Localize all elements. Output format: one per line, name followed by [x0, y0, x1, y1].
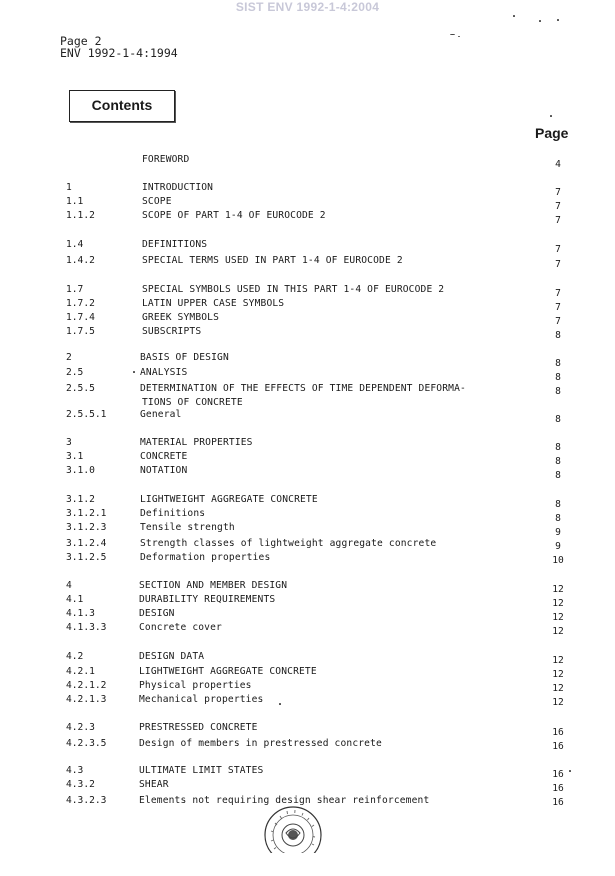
toc-section-title: CONCRETE	[140, 451, 188, 462]
toc-section-title: BASIS OF DESIGN	[140, 352, 229, 363]
toc-section-title: MATERIAL PROPERTIES	[140, 437, 253, 448]
toc-section-title: PRESTRESSED CONCRETE	[139, 722, 258, 733]
toc-section-number: 1.4	[66, 239, 84, 250]
toc-section-title: DESIGN DATA	[139, 651, 205, 662]
toc-page-value: 7	[555, 259, 561, 270]
toc-page-number	[0, 413, 615, 427]
toc-page-number	[0, 214, 615, 228]
toc-page-value: 8	[555, 386, 561, 397]
toc-section-number: 4.2.3.5	[66, 738, 107, 749]
toc-section-title: SUBSCRIPTS	[142, 326, 202, 337]
toc-page-number	[0, 258, 615, 272]
toc-section-title: ANALYSIS	[140, 367, 188, 378]
toc-page-value: 7	[555, 244, 561, 255]
toc-section-number: 4.1.3.3	[66, 622, 107, 633]
toc-page-value: 4	[555, 159, 561, 170]
scan-speck	[569, 770, 571, 772]
scan-speck	[550, 115, 552, 117]
toc-page-value: 12	[552, 655, 564, 666]
toc-section-title: Concrete cover	[139, 622, 222, 633]
toc-section-number: 3.1	[66, 451, 84, 462]
toc-section-title: Elements not requiring design shear reinforcement	[139, 795, 430, 806]
toc-page-value: 16	[552, 783, 564, 794]
toc-section-number: 1.1.2	[66, 210, 95, 221]
scan-speck	[133, 371, 135, 373]
toc-section-number: 4.1.3	[66, 608, 95, 619]
toc-page-value: 10	[552, 555, 564, 566]
toc-page-value: 8	[555, 470, 561, 481]
toc-page-value: 8	[555, 330, 561, 341]
toc-page-number	[0, 158, 615, 172]
toc-section-title: SPECIAL TERMS USED IN PART 1-4 OF EUROCODE 2	[142, 255, 403, 266]
toc-section-title: DURABILITY REQUIREMENTS	[139, 594, 276, 605]
contents-heading: Contents	[91, 97, 153, 113]
toc-section-number: 2	[66, 352, 72, 363]
toc-section-number: 4.1	[66, 594, 84, 605]
toc-section-title: DEFINITIONS	[142, 239, 208, 250]
toc-page-value: 7	[555, 201, 561, 212]
toc-section-title: DETERMINATION OF THE EFFECTS OF TIME DEPENDENT DEFORMA-	[140, 383, 466, 394]
toc-section-title: Mechanical properties	[139, 694, 264, 705]
toc-section-title: SCOPE OF PART 1-4 OF EUROCODE 2	[142, 210, 326, 221]
toc-section-number: 3.1.2.5	[66, 552, 107, 563]
toc-section-number: 4.2.3	[66, 722, 95, 733]
toc-page-value: 16	[552, 797, 564, 808]
toc-section-title: LIGHTWEIGHT AGGREGATE CONCRETE	[140, 494, 318, 505]
toc-section-number: 1.4.2	[66, 255, 95, 266]
toc-section-number: 2.5.5	[66, 383, 95, 394]
toc-section-number: 1.1	[66, 196, 84, 207]
scan-speck	[557, 19, 559, 21]
toc-section-number: 4.2.1.2	[66, 680, 107, 691]
toc-section-title: LIGHTWEIGHT AGGREGATE CONCRETE	[139, 666, 317, 677]
toc-section-number: 1	[66, 182, 72, 193]
toc-section-number: 3.1.2.3	[66, 522, 107, 533]
toc-section-number: 1.7.5	[66, 326, 95, 337]
scan-speck	[513, 15, 515, 17]
toc-section-title: Definitions	[140, 508, 206, 519]
toc-page-value: 12	[552, 669, 564, 680]
toc-page-value: 16	[552, 769, 564, 780]
toc-section-number: 4.3	[66, 765, 84, 776]
toc-page-value: 12	[552, 612, 564, 623]
toc-section-title: Deformation properties	[140, 552, 271, 563]
toc-section-title: Design of members in prestressed concrete	[139, 738, 382, 749]
toc-page-value: 12	[552, 584, 564, 595]
toc-section-number: 1.7.4	[66, 312, 95, 323]
toc-section-number: 4.2.1	[66, 666, 95, 677]
toc-page-number	[0, 329, 615, 343]
toc-page-number	[0, 696, 615, 710]
page-number-label: Page 2	[60, 34, 102, 48]
document-id: ENV 1992-1-4:1994	[60, 46, 178, 60]
toc-section-number: 3.1.0	[66, 465, 95, 476]
toc-page-value: 8	[555, 442, 561, 453]
toc-section-number: 4.2.1.3	[66, 694, 107, 705]
toc-page-value: 16	[552, 727, 564, 738]
watermark-text: SIST ENV 1992-1-4:2004	[235, 0, 380, 14]
toc-section-title: General	[140, 409, 182, 420]
toc-section-number: 4.3.2	[66, 779, 95, 790]
toc-page-value: 9	[555, 541, 561, 552]
toc-page-value: 9	[555, 527, 561, 538]
toc-page-value: 12	[552, 626, 564, 637]
toc-page-value: 8	[555, 414, 561, 425]
toc-page-value: 16	[552, 741, 564, 752]
toc-page-number	[0, 554, 615, 568]
toc-section-number: 3.1.2.1	[66, 508, 107, 519]
toc-section-number: 3	[66, 437, 72, 448]
toc-page-value: 7	[555, 215, 561, 226]
contents-heading-box	[69, 90, 175, 122]
toc-section-title: NOTATION	[140, 465, 188, 476]
toc-section-number: 3.1.2	[66, 494, 95, 505]
toc-page-value: 7	[555, 288, 561, 299]
toc-page-value: 8	[555, 372, 561, 383]
toc-page-number	[0, 469, 615, 483]
toc-page-value: 12	[552, 598, 564, 609]
toc-section-number: 4	[66, 580, 72, 591]
toc-section-number: 1.7	[66, 284, 84, 295]
toc-section-number: 1.7.2	[66, 298, 95, 309]
toc-page-value: 8	[555, 513, 561, 524]
toc-section-title: SCOPE	[142, 196, 172, 207]
toc-section-number: 4.3.2.3	[66, 795, 107, 806]
scan-speck	[450, 34, 455, 35]
toc-section-number: 2.5.5.1	[66, 409, 107, 420]
scan-speck	[539, 20, 541, 22]
toc-section-title: FOREWORD	[142, 154, 190, 165]
toc-section-title: DESIGN	[139, 608, 175, 619]
toc-section-title: SHEAR	[139, 779, 169, 790]
toc-section-title: Strength classes of lightweight aggregate concrete	[140, 538, 437, 549]
toc-page-value: 12	[552, 697, 564, 708]
toc-page-value: 12	[552, 683, 564, 694]
toc-page-value: 8	[555, 358, 561, 369]
toc-page-value: 8	[555, 456, 561, 467]
toc-page-number	[0, 740, 615, 754]
toc-section-title: SPECIAL SYMBOLS USED IN THIS PART 1-4 OF EUROCODE 2	[142, 284, 445, 295]
toc-section-number: 4.2	[66, 651, 84, 662]
library-stamp-seal	[262, 803, 324, 853]
toc-section-number: 3.1.2.4	[66, 538, 107, 549]
toc-page-value: 8	[555, 499, 561, 510]
toc-section-title: LATIN UPPER CASE SYMBOLS	[142, 298, 285, 309]
toc-section-title: Tensile strength	[140, 522, 235, 533]
page-column-header: Page	[535, 125, 569, 141]
toc-section-number: 2.5	[66, 367, 84, 378]
scan-speck	[458, 36, 460, 37]
toc-page-value: 7	[555, 302, 561, 313]
scan-speck	[279, 703, 281, 705]
toc-section-title: GREEK SYMBOLS	[142, 312, 220, 323]
toc-page-number	[0, 625, 615, 639]
toc-section-title: INTRODUCTION	[142, 182, 214, 193]
toc-page-value: 7	[555, 316, 561, 327]
toc-section-title: Physical properties	[139, 680, 252, 691]
toc-section-title: TIONS OF CONCRETE	[142, 397, 243, 408]
toc-section-title: ULTIMATE LIMIT STATES	[139, 765, 264, 776]
toc-section-title: SECTION AND MEMBER DESIGN	[139, 580, 288, 591]
toc-page-value: 7	[555, 187, 561, 198]
